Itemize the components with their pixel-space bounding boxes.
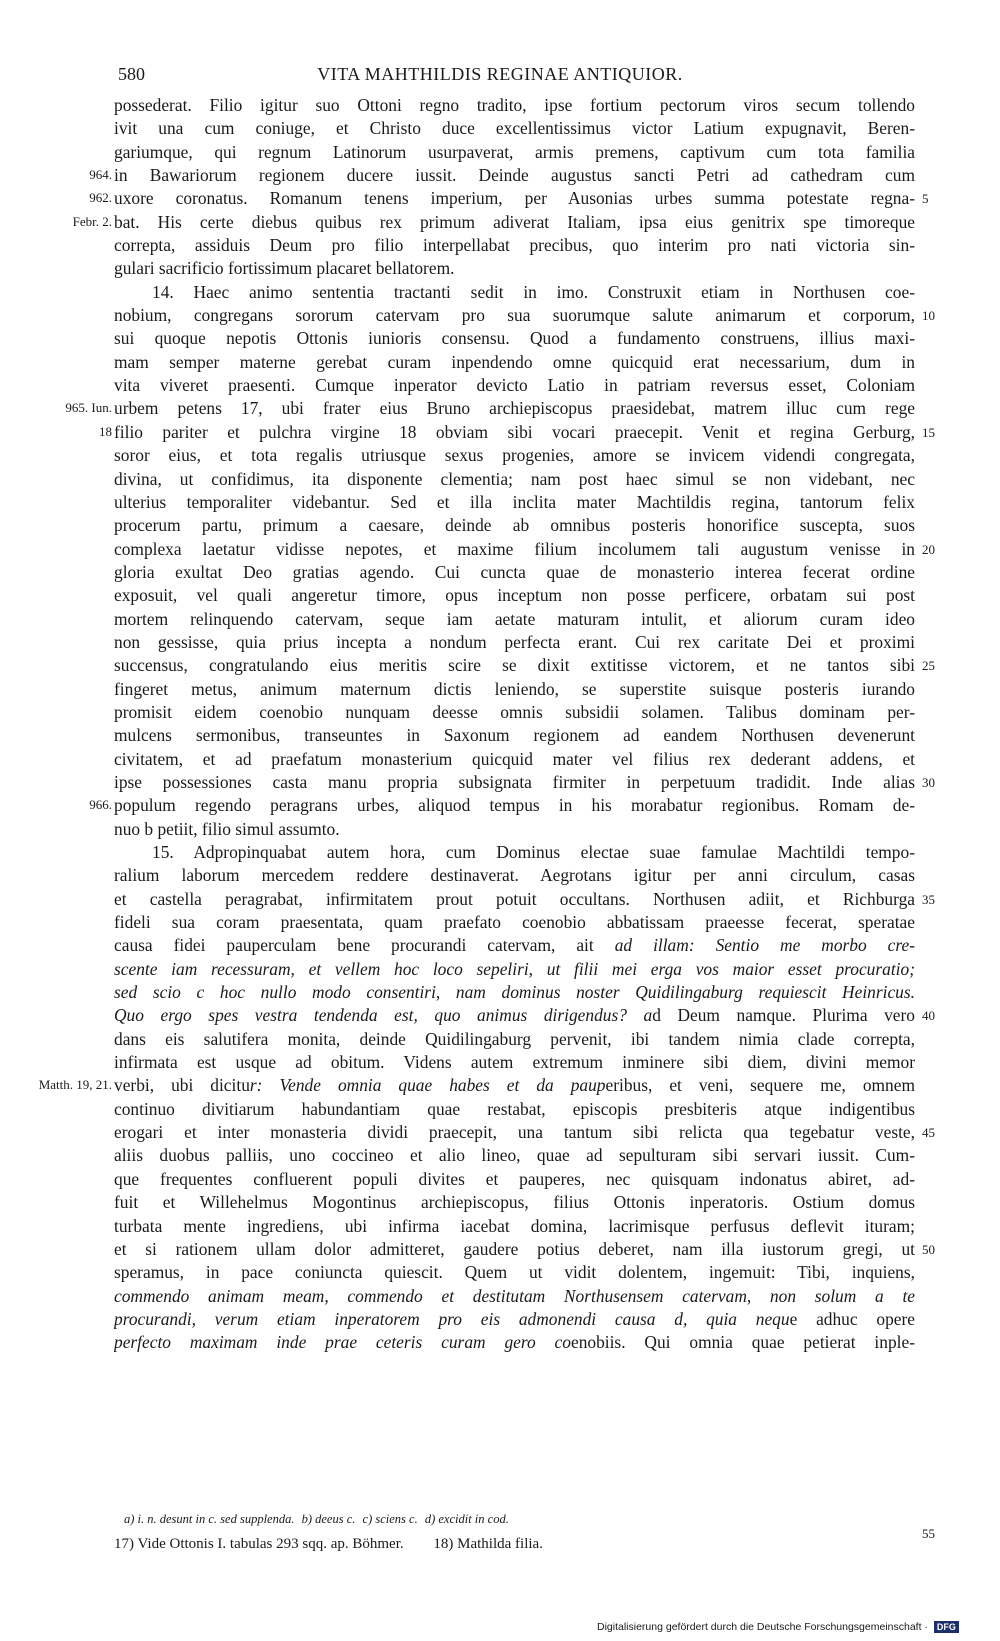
text-line <box>0 1285 1000 1308</box>
note-a: a) i. n. desunt in c. sed supplenda. <box>124 1512 295 1526</box>
text-line <box>0 841 1000 864</box>
line-text: et si rationem ullam dolor admitteret, gaudere potius deberet, nam illa iustorum gregi, ut <box>114 1238 915 1259</box>
text-line <box>0 1121 1000 1144</box>
line-text: civitatem, et ad praefatum monasterium quicquid mater vel filius rex dederant addens, et <box>114 748 915 769</box>
line-text: ivit una cum coniuge, et Christo duce excellentissimus victor Latium expugnavit, Beren- <box>114 118 915 139</box>
line-text: complexa laetatur vidisse nepotes, et maxime filium incolumem tali augustum venisse in <box>114 538 915 559</box>
main-text <box>0 94 1000 1355</box>
note-b: b) deeus c. <box>301 1512 356 1526</box>
footer-text: Digitalisierung gefördert durch die Deutsche Forschungsgemeinschaft · <box>597 1621 928 1633</box>
line-text: ulterius temporaliter videbantur. Sed et illa inclita mater Machtildis regina, tantorum felix <box>114 491 915 512</box>
text-line <box>0 561 1000 584</box>
text-line <box>0 141 1000 164</box>
line-text: Quo ergo spes vestra tendenda est, quo animus dirigendus? ad Deum namque. Plurima vero <box>114 1005 915 1026</box>
note-d: d) excidit in cod. <box>424 1512 509 1526</box>
margin-date: Febr. 2. <box>72 213 112 229</box>
note-18: 18) Mathilda filia. <box>433 1536 543 1552</box>
margin-date: 966. <box>89 797 112 813</box>
text-line <box>0 724 1000 747</box>
text-line <box>0 538 1000 561</box>
text-line <box>0 374 1000 397</box>
source-notes <box>114 1536 569 1553</box>
text-line <box>0 654 1000 677</box>
text-line <box>0 748 1000 771</box>
text-line <box>0 1004 1000 1027</box>
line-text: mortem relinquendo catervam, seque iam aetate maturam intulit, et aliorum curam ideo <box>114 608 915 629</box>
text-line <box>0 164 1000 187</box>
line-text: divina, ut confidimus, ita disponente clementia; nam post haec simul se non videbant, nec <box>114 468 915 489</box>
text-line <box>0 1261 1000 1284</box>
line-number: 40 <box>922 1008 935 1024</box>
text-line <box>0 678 1000 701</box>
line-text: dans eis salutifera monita, deinde Quidilingaburg pervenit, ibi tandem nimia clade correpta, <box>114 1028 915 1049</box>
line-text: infirmata est usque ad obitum. Videns autem extremum inminere sibi diem, divini memor <box>114 1052 915 1073</box>
text-line <box>0 934 1000 957</box>
line-text: gulari sacrificio fortissimum placaret bellatorem. <box>114 258 455 279</box>
text-line <box>0 1074 1000 1097</box>
text-line <box>0 794 1000 817</box>
line-number-55: 55 <box>922 1526 935 1541</box>
text-line <box>0 234 1000 257</box>
text-line <box>0 351 1000 374</box>
line-text: aliis duobus palliis, uno coccineo et alio lineo, quae ad sepulturam sibi servari iussit. Cum- <box>114 1145 915 1166</box>
text-line <box>0 468 1000 491</box>
text-line <box>0 1028 1000 1051</box>
text-line <box>0 421 1000 444</box>
text-line <box>0 117 1000 140</box>
margin-date: Matth. 19, 21. <box>38 1077 112 1093</box>
line-text: sed scio c hoc nullo modo consentiri, nam dominus noster Quidilingaburg requiescit Heinricus. <box>114 982 915 1003</box>
running-header <box>0 64 1000 88</box>
text-line <box>0 1144 1000 1167</box>
text-line <box>0 584 1000 607</box>
line-text: que frequentes confluerent populi divites et pauperes, nec quisquam indonatus abiret, ad- <box>114 1168 915 1189</box>
text-line <box>0 514 1000 537</box>
line-text: speramus, in pace coniuncta quiescit. Quem ut vidit dolentem, ingemuit: Tibi, inquiens, <box>114 1262 915 1283</box>
margin-date: 18 <box>99 423 112 439</box>
line-text: erogari et inter monasteria dividi praecepit, una tantum sibi relicta qua tegebatur veste, <box>114 1122 915 1143</box>
text-line <box>0 608 1000 631</box>
text-line <box>0 187 1000 210</box>
text-line <box>0 257 1000 280</box>
line-text: gloria exultat Deo gratias agendo. Cui cuncta quae de monasterio interea fecerat ordine <box>114 561 915 582</box>
line-text: 15. Adpropinquabat autem hora, cum Dominus electae suae famulae Machtildi tempo- <box>152 842 915 862</box>
text-line <box>0 1215 1000 1238</box>
text-line <box>0 211 1000 234</box>
line-text: fingeret metus, animum maternum dictis leniendo, se superstite suisque posteris iurando <box>114 678 915 699</box>
line-text: ralium laborum mercedem reddere destinaverat. Aegrotans igitur per anni circulum, casas <box>114 865 915 886</box>
line-text: scente iam recessuram, et vellem hoc loco sepeliri, ut filii mei erga vos maior esset procuratio; <box>114 958 915 979</box>
text-line <box>0 1098 1000 1121</box>
line-text: mam semper materne gerebat curam inpendendo omne quicquid erat necessarium, dum in <box>114 351 915 372</box>
text-line <box>0 304 1000 327</box>
running-title: VITA MAHTHILDIS REGINAE ANTIQUIOR. <box>317 64 683 84</box>
line-number: 10 <box>922 308 935 324</box>
margin-date: 965. Iun. <box>65 400 112 416</box>
line-text: procerum partu, primum a caesare, deinde ab omnibus posteris honorifice suscepta, suos <box>114 515 915 536</box>
line-text: non gessisse, quia prius incepta a nondum perfecta erant. Cui rex caritate Dei et proximi <box>114 631 915 652</box>
text-line <box>0 94 1000 117</box>
text-line <box>0 701 1000 724</box>
text-line <box>0 281 1000 304</box>
line-number: 35 <box>922 891 935 907</box>
text-line <box>0 864 1000 887</box>
line-text: sui quoque nepotis Ottonis iunioris consensu. Quod a fundamento construens, illius maxi- <box>114 328 915 349</box>
line-text: promisit eidem coenobio nunquam deesse omnis subsidii solamen. Talibus dominam per- <box>114 701 915 722</box>
line-text: fuit et Willehelmus Mogontinus archiepiscopus, filius Ottonis inperatoris. Ostium domus <box>114 1192 915 1213</box>
line-text: gariumque, qui regnum Latinorum usurpaverat, armis premens, captivum cum tota familia <box>114 141 915 162</box>
line-text: urbem petens 17, ubi frater eius Bruno archiepiscopus praesidebat, matrem illuc cum rege <box>114 398 915 419</box>
line-number: 25 <box>922 658 935 674</box>
line-number: 30 <box>922 774 935 790</box>
margin-date: 964. <box>89 167 112 183</box>
line-number: 20 <box>922 541 935 557</box>
note-17: 17) Vide Ottonis I. tabulas 293 sqq. ap. Böhmer. <box>114 1536 404 1552</box>
line-text: nobium, congregans sororum catervam pro sua suorumque salute animarum et corporum, <box>114 305 915 326</box>
line-text: vita viveret praesenti. Cumque inperator devicto Latio in patriam reversus esset, Coloniam <box>114 375 915 396</box>
line-text: perfecto maximam inde prae ceteris curam gero coenobiis. Qui omnia quae petierat inple- <box>114 1332 915 1353</box>
line-text: correpta, assiduis Deum pro filio interpellabat precibus, quo interim pro nati victoria sin- <box>114 235 915 256</box>
line-text: et castella peragrabat, infirmitatem prout potuit occultans. Northusen adiit, et Richburga <box>114 888 915 909</box>
text-line <box>0 444 1000 467</box>
text-line <box>0 491 1000 514</box>
text-line <box>0 1331 1000 1354</box>
text-line <box>0 631 1000 654</box>
line-text: verbi, ubi dicitur: Vende omnia quae habes et da pauperibus, et veni, sequere me, omnem <box>114 1075 915 1096</box>
line-text: filio pariter et pulchra virgine 18 obviam sibi vocari praecepit. Venit et regina Gerburg, <box>114 421 915 442</box>
text-line <box>0 911 1000 934</box>
page-number: 580 <box>118 64 145 84</box>
line-text: causa fidei pauperculam bene procurandi catervam, ait ad illam: Sentio me morbo cre- <box>114 935 915 956</box>
text-line <box>0 1168 1000 1191</box>
note-c: c) sciens c. <box>362 1512 418 1526</box>
line-text: turbata mente ingrediens, ubi infirma iacebat domina, lacrimisque perfusus deflevit ituram; <box>114 1215 915 1236</box>
line-text: 14. Haec animo sententia tractanti sedit in imo. Construxit etiam in Northusen coe- <box>152 281 915 302</box>
text-line <box>0 958 1000 981</box>
line-text: succensus, congratulando eius meritis scire se dixit extitisse victorem, et ne tantos sibi <box>114 655 915 676</box>
dfg-logo: DFG <box>934 1621 959 1633</box>
line-text: populum regendo peragrans urbes, aliquod tempus in his morabatur regionibus. Romam de- <box>114 795 915 816</box>
line-number: 15 <box>922 424 935 440</box>
text-line <box>0 1191 1000 1214</box>
line-number: 45 <box>922 1125 935 1141</box>
text-line <box>0 771 1000 794</box>
line-text: procurandi, verum etiam inperatorem pro eis admonendi causa d, quia neque adhuc opere <box>114 1308 915 1329</box>
line-text: mulcens sermonibus, transeuntes in Saxonum regionem ad eandem Northusen devenerunt <box>114 725 915 746</box>
margin-date: 962. <box>89 190 112 206</box>
line-text: possederat. Filio igitur suo Ottoni regno tradito, ipse fortium pectorum viros secum tollendo <box>114 95 915 115</box>
line-text: ipse possessiones casta manu propria subsignata firmiter in perpetuum tradidit. Inde alias <box>114 771 915 792</box>
line-text: continuo divitiarum habundantiam quae restabat, episcopis presbiteris atque indigentibus <box>114 1098 915 1119</box>
line-text: exposuit, vel quali angeretur timore, opus inceptum non posse perficere, orbatam sui post <box>114 585 915 606</box>
text-line <box>0 981 1000 1004</box>
line-number: 5 <box>922 191 929 207</box>
text-line <box>0 327 1000 350</box>
critical-apparatus <box>124 1512 513 1527</box>
line-number: 50 <box>922 1241 935 1257</box>
text-line <box>0 397 1000 420</box>
text-line <box>0 1051 1000 1074</box>
text-line <box>0 818 1000 841</box>
line-text: commendo animam meam, commendo et destitutam Northusensem catervam, non solum a te <box>114 1285 915 1306</box>
line-text: nuo b petiit, filio simul assumto. <box>114 818 340 839</box>
text-line <box>0 888 1000 911</box>
line-text: in Bawariorum regionem ducere iussit. Deinde augustus sancti Petri ad cathedram cum <box>114 165 915 186</box>
text-line <box>0 1238 1000 1261</box>
line-text: bat. His certe diebus quibus rex primum adiverat Italiam, ipsa eius genitrix spe timoreque <box>114 211 915 232</box>
text-line <box>0 1308 1000 1331</box>
line-text: fideli sua coram praesentata, quam praefato coenobio abbatissam praeesse fecerat, speratae <box>114 912 915 933</box>
line-text: soror eius, et tota regalis utriusque sexus progenies, amore se invicem videndi congregata, <box>114 445 915 466</box>
digitization-footer <box>597 1621 959 1633</box>
line-text: uxore coronatus. Romanum tenens imperium, per Ausonias urbes summa potestate regna- <box>114 188 915 209</box>
